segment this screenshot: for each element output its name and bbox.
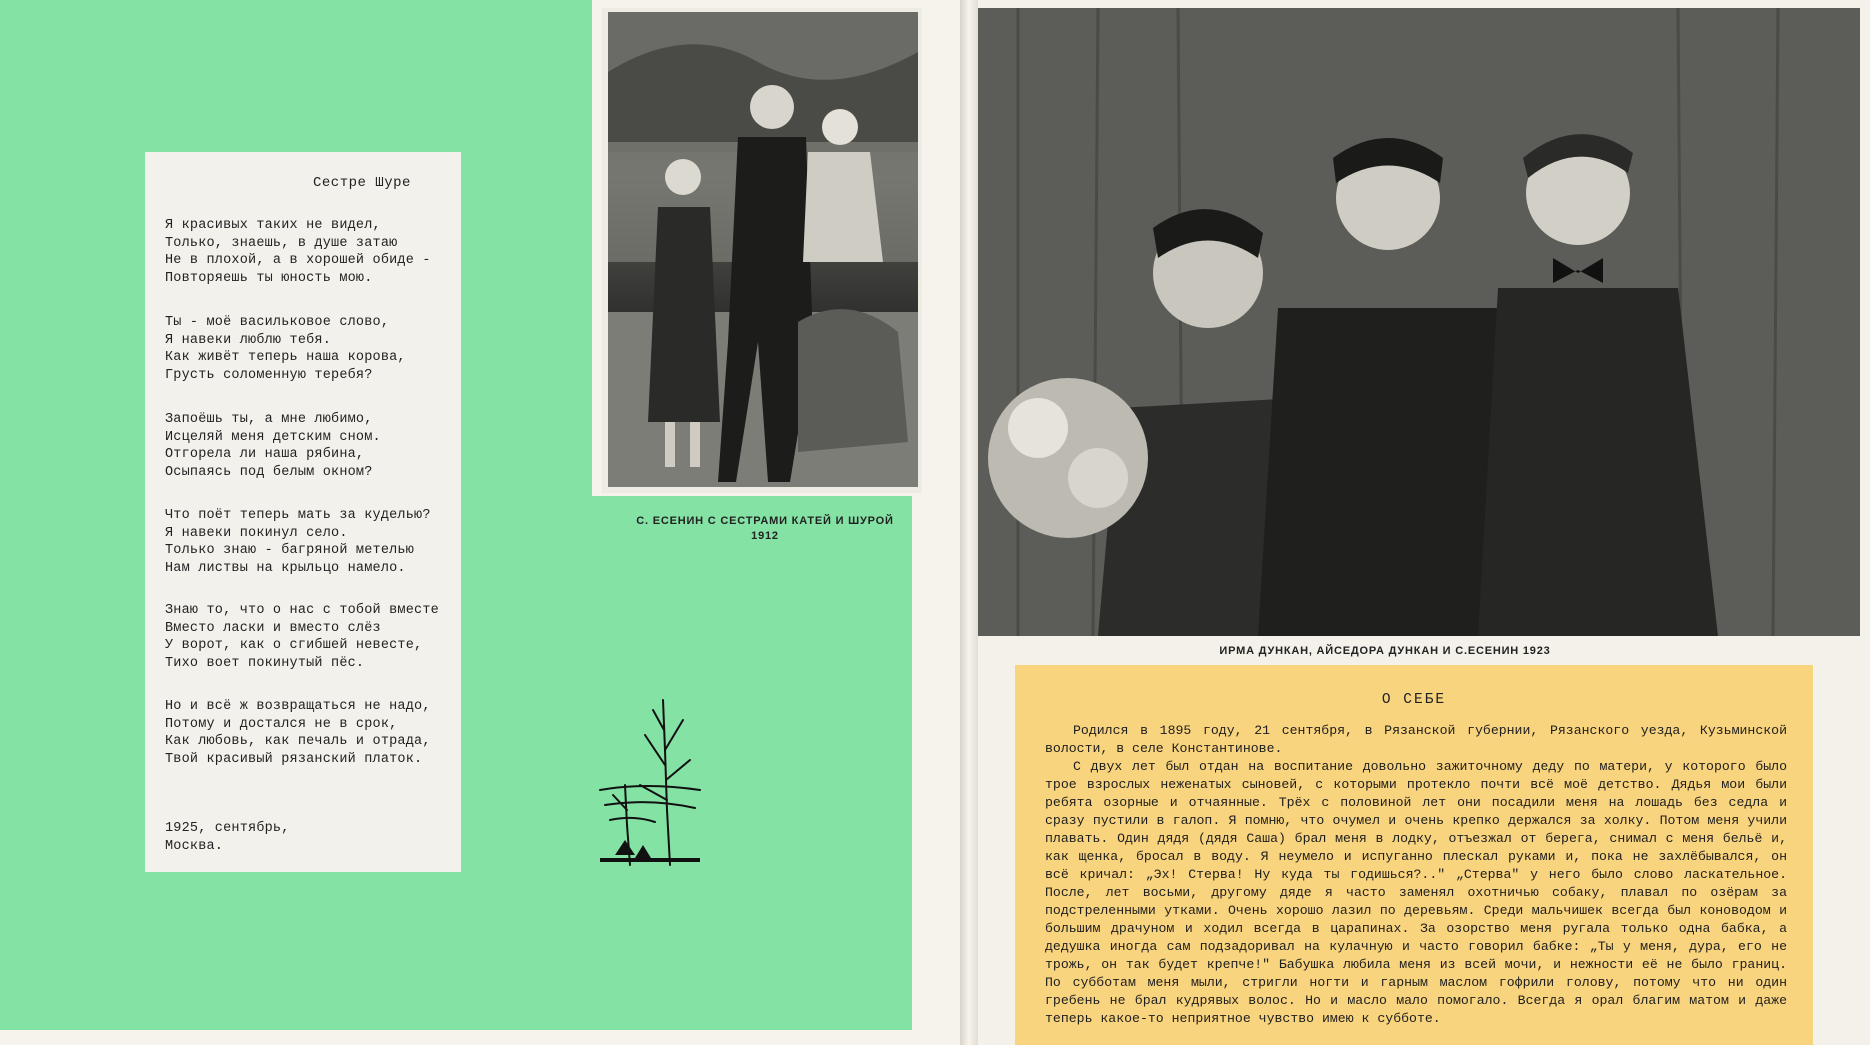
poem-line: Я навеки люблю тебя. — [165, 332, 332, 348]
bio-text — [1045, 722, 1787, 1028]
poem-line: Я красивых таких не видел, — [165, 218, 381, 233]
tree-sketch-illustration — [595, 690, 705, 870]
poem-stanza-2 — [165, 314, 455, 384]
poem-line: Потому и достался не в срок, — [165, 716, 398, 732]
poem-line: Отгорела ли наша рябина, — [165, 447, 365, 462]
poem-line: Я навеки покинул село. — [165, 525, 348, 541]
poem-place: Москва. — [165, 838, 224, 854]
poem-line: Что поёт теперь мать за куделью? — [165, 508, 431, 523]
poem-stanza-6 — [165, 698, 455, 768]
duncan-photo-caption: ИРМА ДУНКАН, АЙСЕДОРА ДУНКАН И С.ЕСЕНИН 1923 — [1219, 645, 1551, 657]
poem-stanza-1 — [165, 217, 455, 287]
poem-line: Знаю то, что о нас с тобой вместе — [165, 603, 439, 618]
poem-line: Не в плохой, а в хорошей обиде - — [165, 253, 431, 268]
photo-duncan-and-esenin — [978, 8, 1860, 636]
poem-line: У ворот, как о сгибшей невесте, — [165, 638, 423, 653]
poem-line: Грусть соломенную теребя? — [165, 367, 373, 383]
poem-line: Твой красивый рязанский платок. — [165, 751, 423, 767]
poem-line: Ты - моё васильковое слово, — [165, 315, 390, 330]
caption-year: 1912 — [751, 530, 779, 542]
family-photo-caption — [600, 514, 930, 544]
poem-line: Вместо ласки и вместо слёз — [165, 620, 381, 636]
poem-title: Сестре Шуре — [313, 175, 411, 191]
poem-line: Нам листвы на крыльцо намело. — [165, 560, 406, 576]
poem-date-block — [165, 820, 455, 855]
poem-date: 1925, сентябрь, — [165, 821, 290, 836]
poem-line: Только, знаешь, в душе затаю — [165, 235, 398, 251]
poem-line: Повторяешь ты юность мою. — [165, 270, 373, 286]
bio-paragraph-1: Родился в 1895 году, 21 сентября, в Рязанской губернии, Рязанского уезда, Кузьминской волости, в селе Константинове. — [1045, 723, 1787, 756]
bio-title: О СЕБЕ — [1381, 692, 1447, 708]
poem-line: Запоёшь ты, а мне любимо, — [165, 412, 373, 427]
poem-line: Только знаю - багряной метелью — [165, 543, 415, 558]
poem-stanza-4 — [165, 507, 455, 577]
poem-line: Тихо воет покинутый пёс. — [165, 655, 365, 671]
poem-line: Как любовь, как печаль и отрада, — [165, 734, 431, 749]
bio-paragraph-2: С двух лет был отдан на воспитание довольно зажиточному деду по матери, у которого было трое взрослых неженатых сыновей, с которыми протекло почти всё моё детство. Дядья мои были ребята озорные и отчаянные. Трёх с половиной лет они посадили меня на лошадь без седла и сразу пустили в галоп. Я помню, что очумел и очень крепко держался за холку. Потом меня учили плавать. Один дядя (дядя Саша) брал меня в лодку, отъезжал от берега, снимал с меня бельё и, как щенка, бросал в воду. Я неумело и испуганно плескал руками и, пока не захлёбывался, он всё кричал: „Эх! Стерва! Ну куда ты годишься?.." „Стерва" у него было слово ласкательное. После, лет восьми, другому дяде я часто заменял охотничью собаку, плавал по озёрам за подстреленными утками. Очень хорошо лазил по деревьям. Среди мальчишек всегда был коноводом и большим драчуном и ходил всегда в царапинах. За озорство меня ругала только одна бабка, а дедушка иногда сам подзадоривал на кулачную и часто говорил бабке: „Ты у меня, дура, его не трожь, он так будет крепче!" Бабушка любила меня из всей мочи, и нежности её не было границ. По субботам меня мыли, стригли ногти и гарным маслом гофрили голову, потому что ни один гребень не брал кудрявых волос. Но и масло мало помогало. Всегда я орал благим матом и даже теперь какое-то неприятное чувство имею к субботе. — [1045, 759, 1787, 1026]
poem-line: Исцеляй меня детским сном. — [165, 429, 381, 445]
poem-line: Осыпаясь под белым окном? — [165, 464, 373, 480]
duncan-photo-illustration — [978, 8, 1860, 636]
photo-esenin-with-sisters — [608, 12, 918, 487]
poem-line: Но и всё ж возвращаться не надо, — [165, 699, 431, 714]
poem-stanza-5 — [165, 602, 455, 672]
poem-stanza-3 — [165, 411, 455, 481]
caption-text: С. ЕСЕНИН С СЕСТРАМИ КАТЕЙ И ШУРОЙ — [636, 515, 894, 527]
poem-line: Как живёт теперь наша корова, — [165, 350, 406, 365]
book-spine — [960, 0, 978, 1045]
family-photo-illustration — [608, 12, 918, 487]
